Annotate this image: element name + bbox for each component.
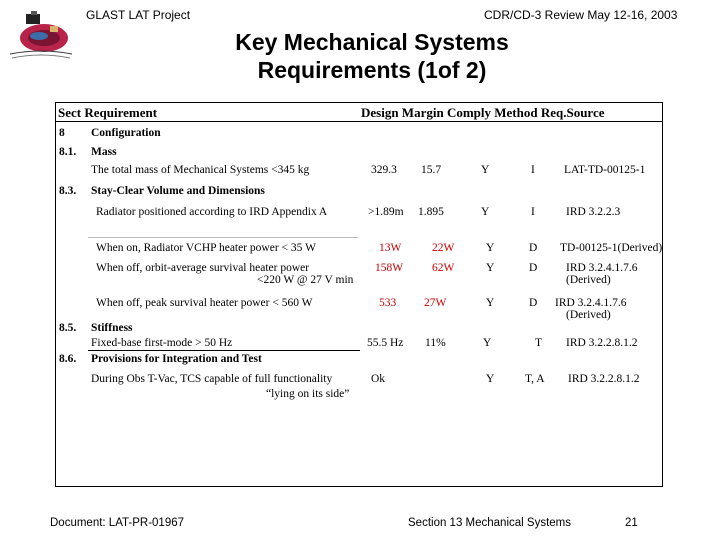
row-requirement: During Obs T-Vac, TCS capable of full functionality	[91, 373, 333, 385]
row-comply: Y	[486, 373, 495, 385]
row-margin: 1.895	[418, 206, 444, 218]
section-number: 8	[59, 127, 65, 139]
row-comply: Y	[483, 337, 492, 349]
row-method: T, A	[525, 373, 545, 385]
row-requirement-cont: <220 W @ 27 V min	[257, 274, 354, 286]
row-rule	[88, 350, 360, 351]
row-source: TD-00125-1(Derived)	[560, 242, 663, 254]
row-method: D	[529, 262, 538, 274]
row-design: 13W	[379, 242, 402, 254]
row-comply: Y	[481, 164, 490, 176]
row-separator	[88, 237, 358, 238]
section-number: 8.3.	[59, 185, 77, 197]
footer-page-number: 21	[625, 517, 638, 529]
row-method: T	[535, 337, 543, 349]
row-requirement: The total mass of Mechanical Systems <345 kg	[91, 164, 310, 176]
section-number: 8.6.	[59, 353, 77, 365]
section-number: 8.1.	[59, 146, 77, 158]
glast-logo	[6, 8, 76, 66]
row-design: >1.89m	[368, 206, 404, 218]
row-margin: 62W	[432, 262, 455, 274]
section-number: 8.5.	[59, 322, 77, 334]
table-top-border	[55, 102, 662, 103]
row-source: LAT-TD-00125-1	[564, 164, 646, 176]
row-margin: 15.7	[421, 164, 442, 176]
section-label: Configuration	[91, 127, 161, 139]
footer-document: Document: LAT-PR-01967	[50, 517, 185, 529]
section-label: Stay-Clear Volume and Dimensions	[91, 185, 265, 197]
row-margin: 22W	[432, 242, 455, 254]
row-requirement: When on, Radiator VCHP heater power < 35 W	[96, 242, 316, 254]
header-project: GLAST LAT Project	[86, 8, 191, 22]
section-label: Provisions for Integration and Test	[91, 353, 262, 365]
row-design: 158W	[375, 262, 404, 274]
row-source: IRD 3.2.2.8.1.2	[566, 337, 638, 349]
section-label: Stiffness	[91, 322, 133, 334]
row-margin: 27W	[424, 297, 447, 309]
title-line1: Key Mechanical Systems	[235, 29, 509, 55]
row-method: D	[529, 297, 538, 309]
row-method: I	[531, 164, 535, 176]
table-bottom-border	[55, 486, 662, 487]
title-line2: Requirements (1of 2)	[257, 57, 487, 83]
row-comply: Y	[481, 206, 490, 218]
row-source: IRD 3.2.2.8.1.2	[568, 373, 640, 385]
row-design: Ok	[371, 373, 386, 385]
row-comply: Y	[486, 297, 495, 309]
table-right-border	[662, 102, 663, 487]
row-source: IRD 3.2.4.1.7.6	[555, 297, 627, 309]
row-source: IRD 3.2.4.1.7.6	[566, 262, 638, 274]
row-source-cont: (Derived)	[566, 309, 611, 321]
column-header-right: Design Margin Comply Method Req.Source	[361, 105, 605, 120]
footer-section: Section 13 Mechanical Systems	[408, 517, 571, 529]
row-requirement: When off, peak survival heater power < 560 W	[96, 297, 313, 309]
row-source-cont: (Derived)	[566, 274, 611, 286]
row-comply: Y	[486, 242, 495, 254]
page-title	[172, 28, 572, 84]
column-header-sect-requirement: Sect Requirement	[58, 105, 158, 120]
table-left-border	[55, 102, 56, 487]
header-rule	[55, 121, 662, 122]
row-requirement: Fixed-base first-mode > 50 Hz	[91, 337, 233, 349]
row-requirement: Radiator positioned according to IRD Appendix A	[96, 206, 328, 218]
row-comply: Y	[486, 262, 495, 274]
row-margin: 11%	[425, 337, 446, 349]
row-method: I	[531, 206, 535, 218]
row-source: IRD 3.2.2.3	[566, 206, 621, 218]
row-design: 533	[379, 297, 397, 309]
section-label: Mass	[91, 146, 117, 158]
row-design: 329.3	[371, 164, 397, 176]
row-method: D	[529, 242, 538, 254]
header-review: CDR/CD-3 Review May 12-16, 2003	[484, 8, 678, 22]
row-design: 55.5 Hz	[367, 337, 404, 349]
row-requirement: When off, orbit-average survival heater power	[96, 262, 310, 274]
row-requirement-cont: “lying on its side”	[266, 388, 350, 400]
